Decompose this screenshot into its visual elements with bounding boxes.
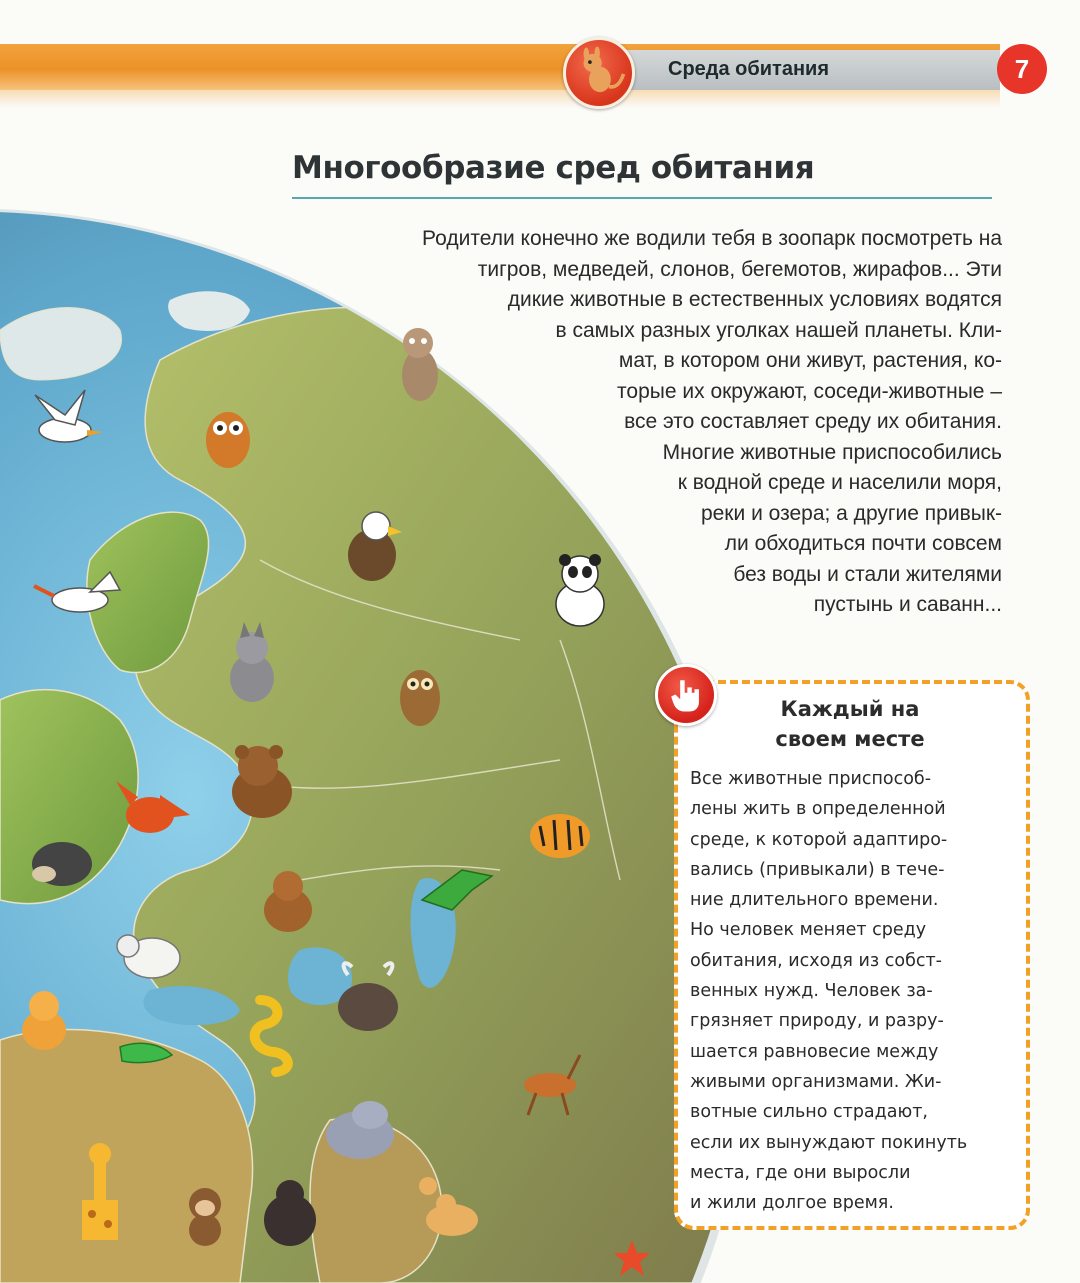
page-number: 7 [997,44,1047,94]
info-box-line: и жили долгое время. [690,1193,894,1214]
info-box-line: вались (привыкали) в тече- [690,859,945,880]
intro-line: к водной среде и населили моря, [677,471,1002,494]
title-divider [292,197,992,199]
intro-line: дикие животные в естественных условиях водятся [507,288,1002,311]
intro-paragraph [242,224,1002,621]
info-box-title-line: своем месте [775,727,925,751]
info-box-line: шается равновесие между [690,1041,939,1062]
info-box-line: обитания, исходя из собст- [690,950,942,971]
intro-line: пустынь и саванн... [813,593,1002,616]
kangaroo-icon [563,37,635,109]
intro-line: тигров, медведей, слонов, бегемотов, жирафов... Эти [477,257,1002,281]
info-box-line: если их вынуждают покинуть [690,1132,968,1153]
info-box-title-line: Каждый на [780,697,920,721]
info-box-line: живыми организмами. Жи- [690,1071,942,1092]
intro-line: реки и озера; а другие привык- [700,501,1002,525]
intro-line: ли обходиться почти совсем [724,532,1002,555]
intro-line: Родители конечно же водили тебя в зоопарк посмотреть на [422,227,1002,250]
info-box-line: Все животные приспособ- [690,769,932,789]
animal-tiger [530,814,590,858]
intro-line: без воды и стали жителями [733,562,1002,586]
header-ribbon-fade [0,90,1000,108]
info-box-line: вотные сильно страдают, [690,1102,928,1123]
info-box-line: ние длительного времени. [690,890,939,911]
info-box-line: венных нужд. Человек за- [690,981,933,1002]
section-title: Среда обитания [668,58,829,80]
intro-line: мат, в котором они живут, растения, ко- [618,349,1002,372]
info-box-body [690,764,1012,1218]
intro-line: торые их окружают, соседи-животные – [617,379,1002,403]
info-box-line: среде, к которой адаптиро- [690,829,948,850]
intro-line: в самых разных уголках нашей планеты. Кли- [555,318,1002,342]
info-box-line: Но человек меняет среду [690,920,927,941]
intro-line: Многие животные приспособились [662,440,1002,464]
intro-line: все это составляет среду их обитания. [624,410,1002,433]
info-box-line: грязняет природу, и разру- [690,1011,944,1032]
page-title: Многообразие сред обитания [292,150,815,186]
animal-hedgehog [32,842,92,886]
info-box-line: места, где они выросли [690,1162,911,1183]
animal-owl-2 [400,670,440,726]
info-box-line: лены жить в определенной [690,799,946,820]
info-box-title [700,694,1000,754]
